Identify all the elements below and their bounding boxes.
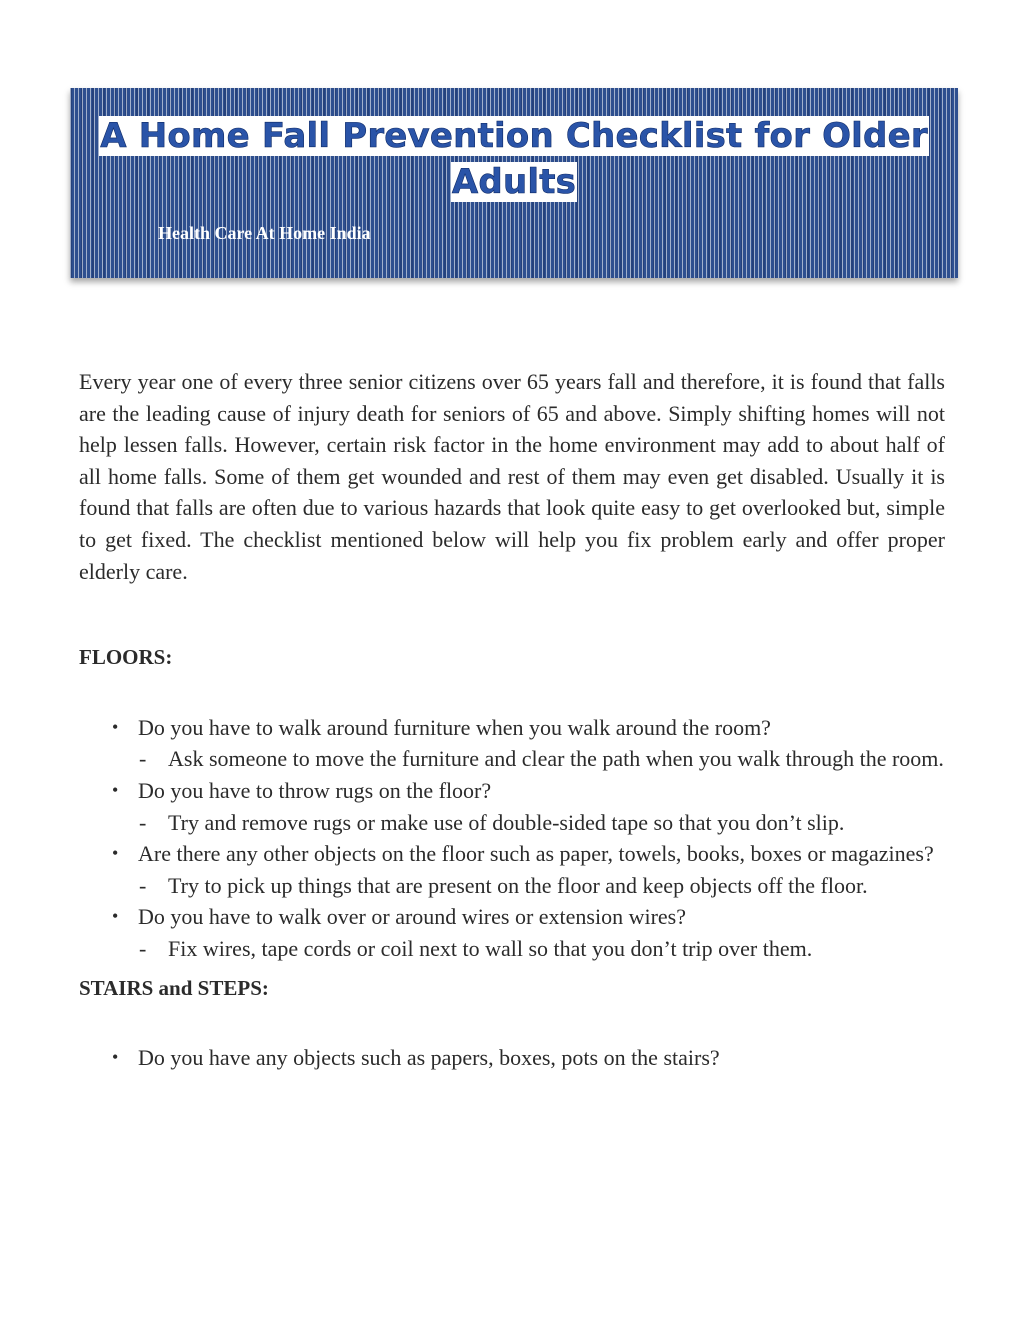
checklist-answer	[138, 933, 945, 965]
bullet-icon: •	[112, 906, 119, 927]
section-heading-floors: FLOORS:	[79, 645, 173, 670]
bullet-icon: •	[112, 716, 119, 737]
bullet-icon: •	[112, 779, 119, 800]
floors-checklist	[79, 712, 945, 965]
dash-icon: -	[139, 809, 147, 835]
document-title	[70, 116, 958, 202]
header-banner	[70, 88, 958, 278]
title-line-1: A Home Fall Prevention Checklist for Older	[100, 116, 928, 156]
checklist-item	[79, 775, 945, 838]
checklist-answer	[138, 870, 945, 902]
bullet-icon: •	[112, 1047, 119, 1068]
checklist-answer	[138, 807, 945, 839]
dash-icon: -	[139, 935, 147, 961]
checklist-answer	[138, 743, 945, 775]
checklist-answer-text: Try to pick up things that are present on the floor and keep objects off the floor.	[168, 872, 868, 898]
document-body	[79, 366, 945, 1074]
checklist-answer-text: Try and remove rugs or make use of double-sided tape so that you don’t slip.	[168, 809, 845, 835]
checklist-question: Do you have to walk over or around wires or extension wires?	[138, 904, 687, 930]
dash-icon: -	[139, 872, 147, 898]
checklist-item	[79, 1042, 945, 1074]
checklist-item	[79, 712, 945, 775]
checklist-answer-text: Fix wires, tape cords or coil next to wall so that you don’t trip over them.	[168, 935, 813, 961]
checklist-item	[79, 838, 945, 901]
checklist-answer-text: Ask someone to move the furniture and clear the path when you walk through the room.	[168, 746, 944, 772]
checklist-question: Do you have any objects such as papers, boxes, pots on the stairs?	[138, 1045, 720, 1071]
stairs-checklist	[79, 1042, 945, 1074]
checklist-question: Do you have to throw rugs on the floor?	[138, 777, 492, 803]
bullet-icon: •	[112, 843, 119, 864]
intro-paragraph: Every year one of every three senior citizens over 65 years fall and therefore, it is found that falls are the leading cause of injury death for seniors of 65 and above. Simply shifting homes will not help lessen falls. However, certain risk factor in the home environment may add to about half of all home falls. Some of them get wounded and rest of them may even get disabled. Usually it is found that falls are often due to various hazards that look quite easy to get overlooked but, simple to get fixed. The checklist mentioned below will help you fix problem early and offer proper elderly care.	[79, 369, 945, 584]
subtitle: Health Care At Home India	[158, 223, 371, 243]
section-heading-stairs: STAIRS and STEPS:	[79, 975, 269, 1000]
title-line-2: Adults	[451, 162, 577, 202]
checklist-question: Are there any other objects on the floor such as paper, towels, books, boxes or magazines?	[138, 841, 934, 867]
dash-icon: -	[139, 746, 147, 772]
checklist-item	[79, 901, 945, 964]
checklist-question: Do you have to walk around furniture when you walk around the room?	[138, 714, 771, 740]
